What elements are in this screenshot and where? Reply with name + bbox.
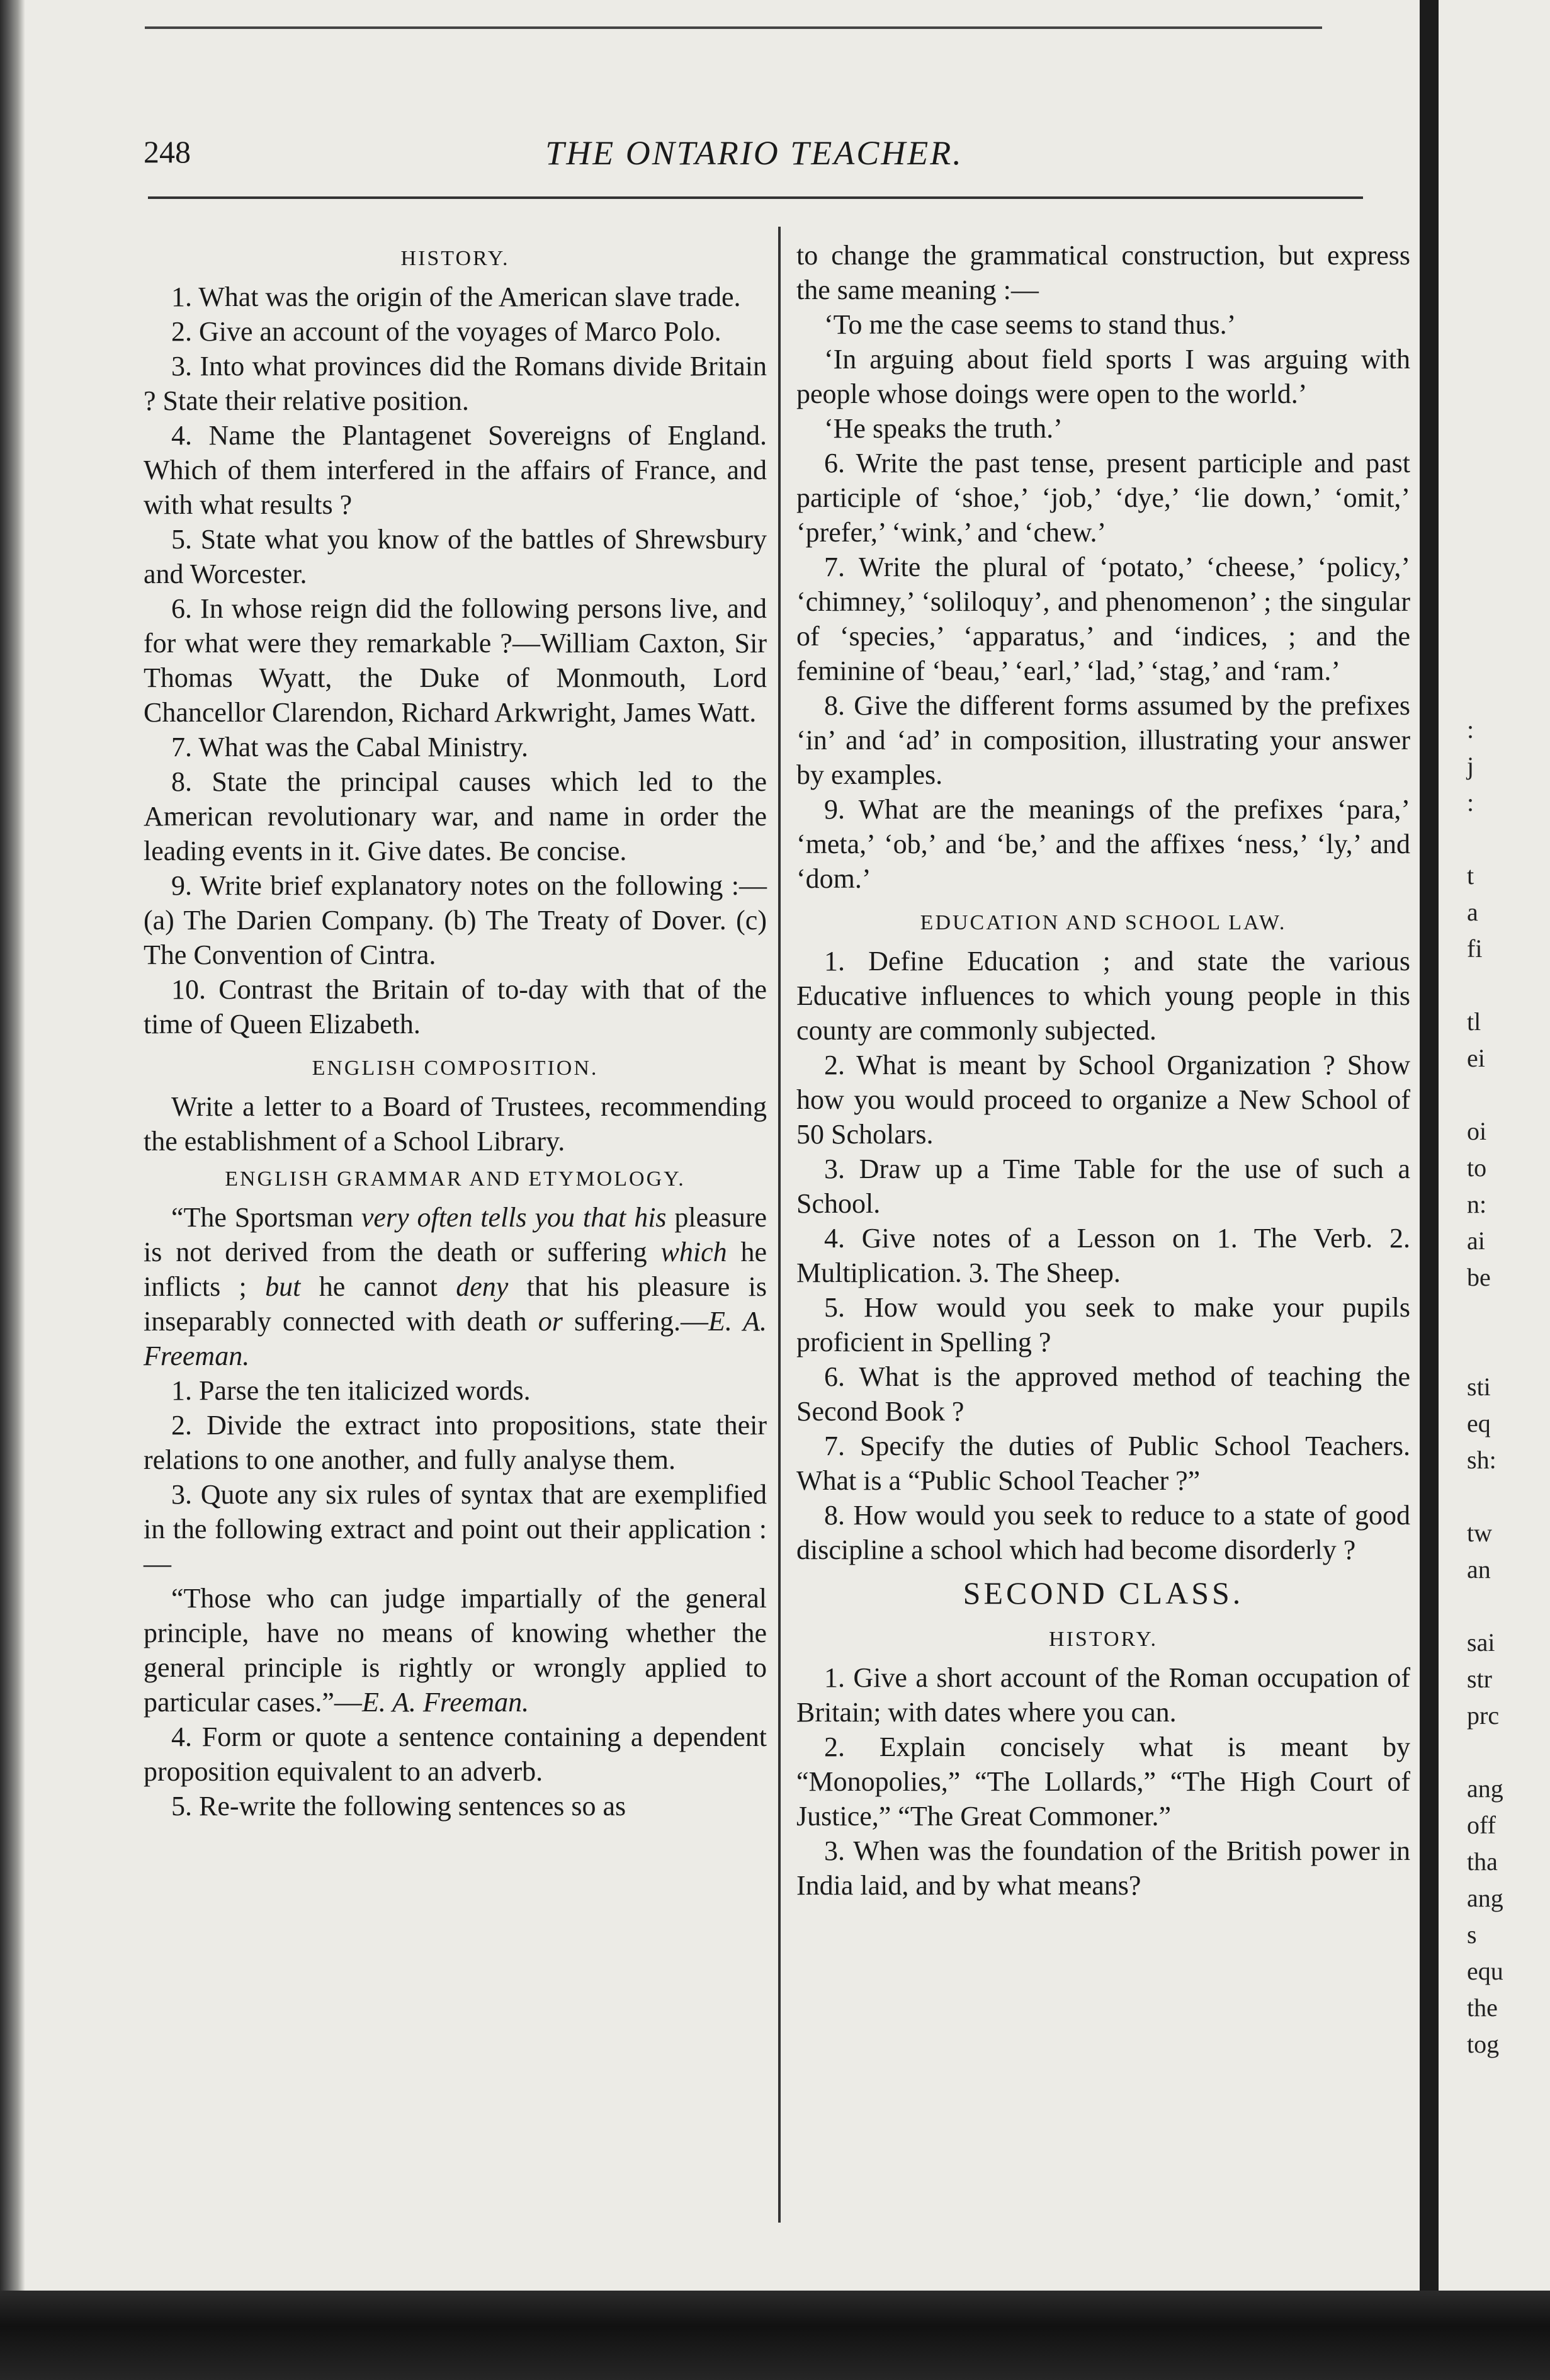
second-class-question-1: 1. Give a short account of the Roman occupation of Britain; with dates where you can.: [796, 1662, 1410, 1728]
margin-fragment: [1467, 1077, 1542, 1113]
margin-fragment: sh:: [1467, 1446, 1496, 1474]
grammar-extract: “The Sportsman very often tells you that his pleasure is not derived from the death or suffering which he inflicts ; but he cannot deny that his pleasure is inseparably connected with death or suffering.—E. A. Freeman.: [144, 1202, 767, 1371]
rewrite-sentence-3: ‘He speaks the truth.’: [824, 413, 1063, 444]
composition-text: Write a letter to a Board of Trustees, recommending the establishment of a School Library.: [144, 1091, 767, 1157]
grammar-question-6: 6. Write the past tense, present participle and past participle of ‘shoe,’ ‘job,’ ‘dye,’ ‘lie down,’ ‘omit,’ ‘prefer,’ ‘wink,’ and ‘chew.’: [796, 448, 1410, 548]
margin-fragment: n:: [1467, 1190, 1487, 1218]
margin-fragment: j: [1467, 752, 1474, 780]
second-class-question-2: 2. Explain concisely what is meant by “Monopolies,” “The Lollards,” “The High Court of Justice,” “The Great Commoner.”: [796, 1731, 1410, 1832]
margin-fragment: t: [1467, 861, 1474, 890]
margin-fragment: :: [1467, 715, 1474, 744]
second-class-question-3: 3. When was the foundation of the British power in India laid, and by what means?: [796, 1835, 1410, 1901]
margin-fragment: equ: [1467, 1957, 1503, 1985]
margin-fragment: [1467, 1588, 1542, 1624]
margin-fragment: fi: [1467, 934, 1483, 963]
column-divider: [778, 227, 781, 2223]
margin-fragment: [1467, 1332, 1542, 1369]
grammar-question-2: 2. Divide the extract into propositions, state their relations to one another, and fully analyse them.: [144, 1410, 767, 1475]
margin-fragment: tw: [1467, 1519, 1492, 1547]
margin-fragment: the: [1467, 1993, 1498, 2022]
margin-fragment: [1467, 1478, 1542, 1515]
history-question-2: 2. Give an account of the voyages of Marco Polo.: [171, 316, 721, 347]
grammar-question-1: 1. Parse the ten italicized words.: [171, 1375, 531, 1406]
margin-fragment: off: [1467, 1811, 1496, 1839]
margin-fragment: ai: [1467, 1227, 1485, 1255]
scan-top-rule: [145, 26, 1322, 29]
education-question-6: 6. What is the approved method of teaching the Second Book ?: [796, 1361, 1410, 1427]
page-header: [144, 133, 1365, 184]
margin-fragment: [1467, 1734, 1542, 1771]
second-class-history-heading: HISTORY.: [1049, 1628, 1158, 1651]
rewrite-sentence-1: ‘To me the case seems to stand thus.’: [824, 309, 1236, 340]
margin-fragment: sai: [1467, 1628, 1495, 1657]
margin-fragment: s: [1467, 1920, 1477, 1949]
running-title: THE ONTARIO TEACHER.: [545, 134, 963, 172]
history-question-6: 6. In whose reign did the following persons live, and for what were they remarkable ?—William Caxton, Sir Thomas Wyatt, the Duke of Monmouth, Lord Chancellor Clarendon, Richard Arkwright, James Watt.: [144, 593, 767, 728]
margin-fragment: ei: [1467, 1044, 1485, 1072]
education-question-5: 5. How would you seek to make your pupils proficient in Spelling ?: [796, 1292, 1410, 1357]
margin-fragment: an: [1467, 1555, 1491, 1584]
composition-heading: ENGLISH COMPOSITION.: [312, 1057, 599, 1080]
left-column: [144, 238, 767, 1823]
margin-fragment: a: [1467, 898, 1478, 926]
margin-fragment: ang: [1467, 1774, 1503, 1803]
education-question-3: 3. Draw up a Time Table for the use of such a School.: [796, 1153, 1410, 1219]
facing-page-fragments: [1467, 711, 1542, 2063]
margin-fragment: ang: [1467, 1884, 1503, 1912]
education-heading: EDUCATION AND SCHOOL LAW.: [920, 911, 1287, 934]
history-heading: HISTORY.: [400, 247, 510, 270]
grammar-question-5-continued: to change the grammatical construction, but express the same meaning :—: [796, 240, 1410, 305]
scan-left-edge: [0, 0, 25, 2380]
margin-fragment: [1467, 1296, 1542, 1332]
margin-fragment: oi: [1467, 1117, 1487, 1145]
rewrite-sentence-2: ‘In arguing about field sports I was arguing with people whose doings were open to the world.’: [796, 344, 1410, 409]
history-question-8: 8. State the principal causes which led to the American revolutionary war, and name in order the leading events in it. Give dates. Be concise.: [144, 766, 767, 866]
education-question-7: 7. Specify the duties of Public School Teachers. What is a “Public School Teacher ?”: [796, 1431, 1410, 1496]
grammar-question-3: 3. Quote any six rules of syntax that are exemplified in the following extract and point out their application :—: [144, 1479, 767, 1579]
margin-fragment: tl: [1467, 1007, 1481, 1036]
education-question-2: 2. What is meant by School Organization ? Show how you would proceed to organize a New School of 50 Scholars.: [796, 1050, 1410, 1150]
page-number: 248: [144, 134, 191, 169]
grammar-question-8: 8. Give the different forms assumed by the prefixes ‘in’ and ‘ad’ in composition, illustrating your answer by examples.: [796, 690, 1410, 790]
history-question-7: 7. What was the Cabal Ministry.: [171, 732, 529, 762]
margin-fragment: be: [1467, 1263, 1491, 1291]
margin-fragment: to: [1467, 1153, 1487, 1182]
right-column: [796, 238, 1410, 1903]
history-question-9: 9. Write brief explanatory notes on the following :—(a) The Darien Company. (b) The Treaty of Dover. (c) The Convention of Cintra.: [144, 870, 767, 970]
history-question-1: 1. What was the origin of the American slave trade.: [171, 281, 741, 312]
history-question-5: 5. State what you know of the battles of Shrewsbury and Worcester.: [144, 524, 767, 589]
grammar-question-9: 9. What are the meanings of the prefixes ‘para,’ ‘meta,’ ‘ob,’ and ‘be,’ and the affixes ‘ness,’ ‘ly,’ and ‘dom.’: [796, 794, 1410, 894]
header-rule: [148, 196, 1363, 199]
grammar-question-5: 5. Re-write the following sentences so as: [171, 1791, 626, 1822]
scan-binding-shadow: [1420, 0, 1439, 2380]
history-question-10: 10. Contrast the Britain of to-day with that of the time of Queen Elizabeth.: [144, 974, 767, 1040]
margin-fragment: [1467, 821, 1542, 858]
second-class-heading: SECOND CLASS.: [963, 1575, 1244, 1611]
history-question-4: 4. Name the Plantagenet Sovereigns of England. Which of them interfered in the affairs of France, and with what results ?: [144, 420, 767, 520]
margin-fragment: str: [1467, 1665, 1492, 1693]
margin-fragment: tha: [1467, 1847, 1498, 1876]
margin-fragment: [1467, 967, 1542, 1004]
grammar-heading: ENGLISH GRAMMAR AND ETYMOLOGY.: [225, 1167, 686, 1191]
margin-fragment: prc: [1467, 1701, 1500, 1730]
history-question-3: 3. Into what provinces did the Romans divide Britain ? State their relative position.: [144, 351, 767, 416]
grammar-question-7: 7. Write the plural of ‘potato,’ ‘cheese,’ ‘policy,’ ‘chimney,’ ‘soliloquy’, and phenomenon’ ; the singular of ‘species,’ ‘apparatus,’ and ‘indices, ; and the feminine of ‘beau,’ ‘earl,’ ‘lad,’ ‘stag,’ and ‘ram.’: [796, 552, 1410, 686]
margin-fragment: :: [1467, 788, 1474, 817]
grammar-question-4: 4. Form or quote a sentence containing a dependent proposition equivalent to an adverb.: [144, 1721, 767, 1787]
grammar-question-3-quote: “Those who can judge impartially of the general principle, have no means of knowing whether the general principle is rightly or wrongly applied to particular cases.”—E. A. Freeman.: [144, 1583, 767, 1718]
margin-fragment: eq: [1467, 1409, 1491, 1437]
education-question-1: 1. Define Education ; and state the various Educative influences to which young people in this county are commonly subjected.: [796, 946, 1410, 1046]
scan-bottom-band: [0, 2291, 1550, 2380]
education-question-4: 4. Give notes of a Lesson on 1. The Verb. 2. Multiplication. 3. The Sheep.: [796, 1223, 1410, 1288]
margin-fragment: tog: [1467, 2030, 1500, 2058]
margin-fragment: sti: [1467, 1373, 1491, 1401]
education-question-8: 8. How would you seek to reduce to a state of good discipline a school which had become disorderly ?: [796, 1500, 1410, 1565]
